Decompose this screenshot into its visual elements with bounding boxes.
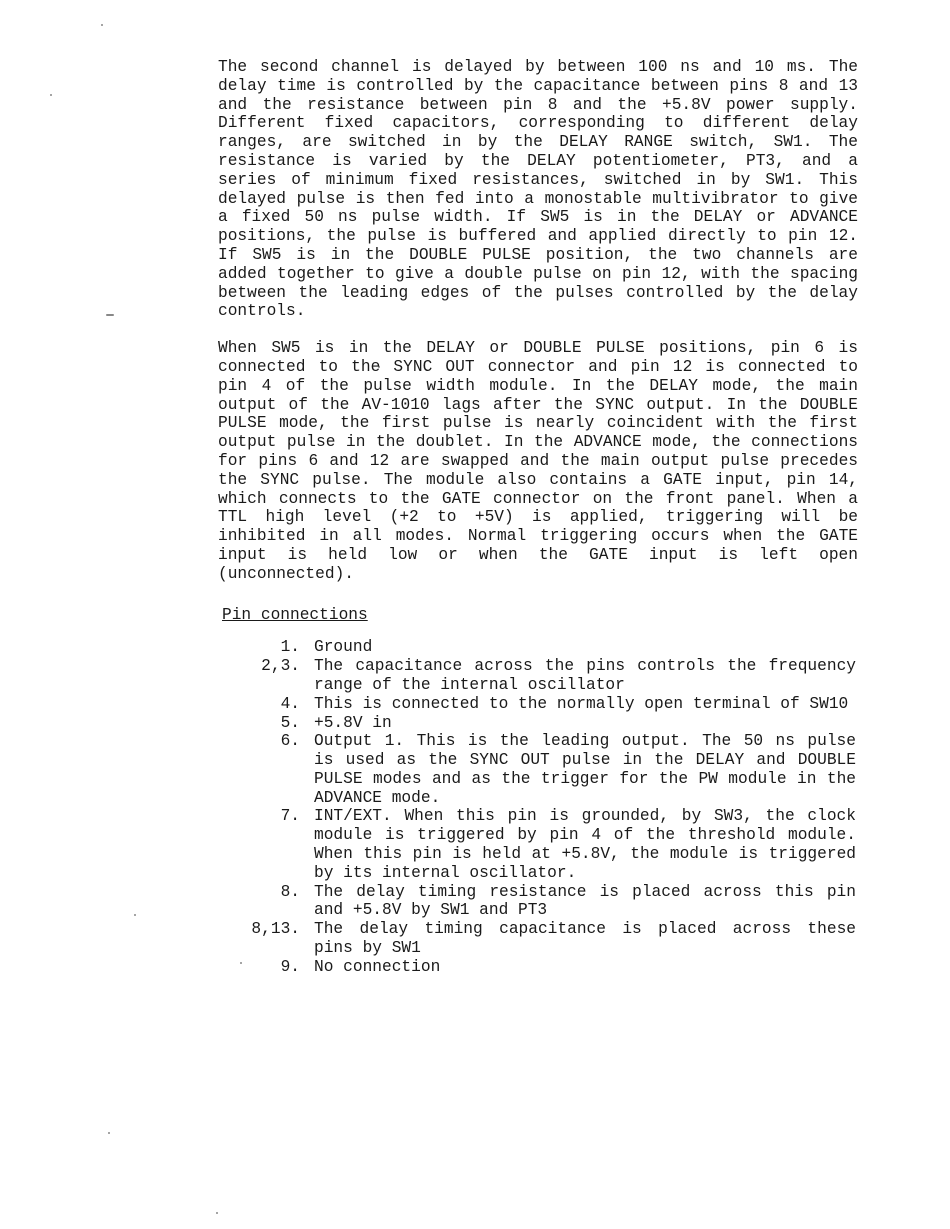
pin-item	[218, 883, 858, 921]
pin-number: 6.	[280, 732, 300, 751]
pin-number: 8,13.	[251, 920, 300, 939]
pin-item	[218, 657, 858, 695]
pin-description: INT/EXT. When this pin is grounded, by SW3, the clock module is triggered by pin 4 of the threshold module. When this pin is held at +5.8V, the module is triggered by its internal oscillator.	[314, 807, 856, 882]
pin-item	[218, 714, 858, 733]
pin-item	[218, 732, 858, 807]
section-heading: Pin connections	[222, 605, 368, 624]
pin-number: 1.	[280, 638, 300, 657]
scan-speck	[134, 914, 136, 916]
pin-number: 4.	[280, 694, 300, 713]
pin-number: 8.	[280, 882, 300, 901]
pin-description: Output 1. This is the leading output. The 50 ns pulse is used as the SYNC OUT pulse in the DELAY and DOUBLE PULSE modes and as the trigger for the PW module in the ADVANCE mode.	[314, 732, 856, 807]
pin-number: 2,3.	[261, 657, 300, 676]
document-page	[218, 58, 858, 977]
scan-speck	[101, 24, 103, 26]
pin-item	[218, 695, 858, 714]
pin-description: The capacitance across the pins controls the frequency range of the internal oscillator	[314, 657, 856, 694]
pin-description: +5.8V in	[314, 713, 392, 732]
scan-speck	[50, 94, 52, 96]
pin-item	[218, 958, 858, 977]
scan-speck	[106, 314, 114, 316]
pin-list	[218, 638, 858, 976]
pin-description: This is connected to the normally open terminal of SW10	[314, 694, 849, 713]
pin-item	[218, 920, 858, 958]
paragraph-sw5-modes: When SW5 is in the DELAY or DOUBLE PULSE positions, pin 6 is connected to the SYNC OUT connector and pin 12 is connected to pin 4 of the pulse width module. In the DELAY mode, the main output of the AV-1010 lags after the SYNC output. In the DOUBLE PULSE mode, the first pulse is nearly coincident with the first output pulse in the doublet. In the ADVANCE mode, the connections for pins 6 and 12 are swapped and the main output pulse precedes the SYNC pulse. The module also contains a GATE input, pin 14, which connects to the GATE connector on the front panel. When a TTL high level (+2 to +5V) is applied, triggering will be inhibited in all modes. Normal triggering occurs when the GATE input is held low or when the GATE input is left open (unconnected).	[218, 339, 858, 583]
pin-item	[218, 807, 858, 882]
pin-description: Ground	[314, 638, 373, 657]
scan-speck	[108, 1132, 110, 1134]
pin-number: 7.	[280, 807, 300, 826]
pin-description: The delay timing capacitance is placed across these pins by SW1	[314, 920, 856, 958]
pin-number: 5.	[280, 713, 300, 732]
pin-item	[218, 638, 858, 657]
pin-description: The delay timing resistance is placed across this pin and +5.8V by SW1 and PT3	[314, 882, 856, 920]
pin-description: No connection	[314, 957, 441, 976]
scan-speck	[216, 1212, 218, 1214]
pin-number: 9.	[280, 957, 300, 976]
paragraph-delay-channel: The second channel is delayed by between 100 ns and 10 ms. The delay time is controlled by the capacitance between pins 8 and 13 and the resistance between pin 8 and the +5.8V power supply. Different fixed capacitors, corresponding to different delay ranges, are switched in by the DELAY RANGE switch, SW1. The resistance is varied by the DELAY potentiometer, PT3, and a series of minimum fixed resistances, switched in by SW1. This delayed pulse is then fed into a monostable multivibrator to give a fixed 50 ns pulse width. If SW5 is in the DELAY or ADVANCE positions, the pulse is buffered and applied directly to pin 12. If SW5 is in the DOUBLE PULSE position, the two channels are added together to give a double pulse on pin 12, with the spacing between the leading edges of the pulses controlled by the delay controls.	[218, 58, 858, 321]
